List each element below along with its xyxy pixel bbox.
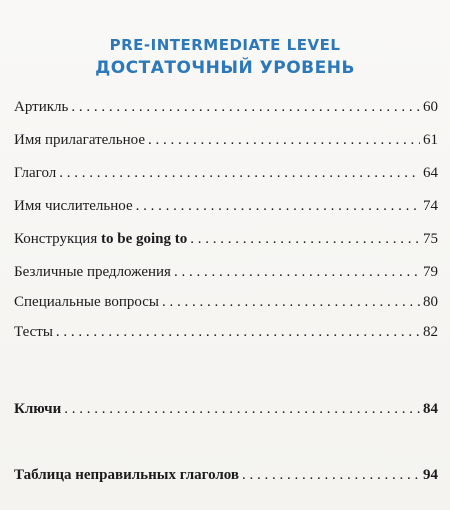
- table-of-contents: [14, 0, 438, 510]
- toc-leader-dots: [162, 293, 420, 311]
- toc-entry-title: Имя числительное: [14, 198, 133, 214]
- toc-entry-page: 64: [423, 165, 438, 181]
- toc-entry-verb: [14, 160, 438, 182]
- toc-entry-title: Безличные предложения: [14, 264, 171, 280]
- toc-entry-title: Таблица неправильных глаголов: [14, 467, 240, 483]
- toc-leader-dots: [64, 400, 420, 418]
- toc-leader-dots: [71, 98, 420, 116]
- toc-entry-title: Артикль: [14, 99, 69, 115]
- toc-entry-numeral: [14, 193, 438, 215]
- toc-entry-title: Имя прилагательное: [14, 132, 146, 148]
- toc-entry-page: 79: [423, 264, 438, 280]
- toc-entry-special-questions: [14, 289, 438, 311]
- toc-leader-dots: [56, 323, 420, 341]
- toc-entry-page: 75: [423, 231, 438, 247]
- toc-entry-title-text: Конструкция: [14, 231, 101, 247]
- toc-entry-page: 74: [423, 198, 438, 214]
- toc-entry-keys: [14, 396, 438, 418]
- toc-entry-title: Глагол: [14, 165, 57, 181]
- toc-entry-title: Тесты: [14, 324, 53, 340]
- toc-entry-page: 82: [423, 324, 438, 340]
- toc-entry-tests: [14, 319, 438, 341]
- toc-entry-title: Специальные вопросы: [14, 294, 159, 310]
- toc-leader-dots: [148, 131, 420, 149]
- toc-entry-page: 94: [423, 467, 438, 483]
- toc-entry-title: Ключи: [14, 401, 62, 417]
- toc-entry-page: 80: [423, 294, 438, 310]
- level-title-russian: ДОСТАТОЧНЫЙ УРОВЕНЬ: [95, 58, 355, 78]
- toc-leader-dots: [59, 164, 420, 182]
- toc-leader-dots: [190, 230, 420, 248]
- toc-entry-article: [14, 94, 438, 116]
- level-title-english: PRE-INTERMEDIATE LEVEL: [109, 36, 341, 54]
- toc-entry-adjective: [14, 127, 438, 149]
- toc-entry-title: [14, 230, 187, 248]
- toc-entry-impersonal: [14, 259, 438, 281]
- toc-entry-irregular-verbs: [14, 462, 438, 484]
- toc-entry-page: 61: [423, 132, 438, 148]
- toc-entry-page: 84: [423, 401, 438, 417]
- toc-leader-dots: [136, 197, 420, 215]
- toc-leader-dots: [174, 263, 420, 281]
- toc-entry-page: 60: [423, 99, 438, 115]
- toc-leader-dots: [242, 466, 420, 484]
- toc-entry-title-bold: to be going to: [100, 231, 188, 247]
- toc-entry-going-to: [14, 226, 438, 248]
